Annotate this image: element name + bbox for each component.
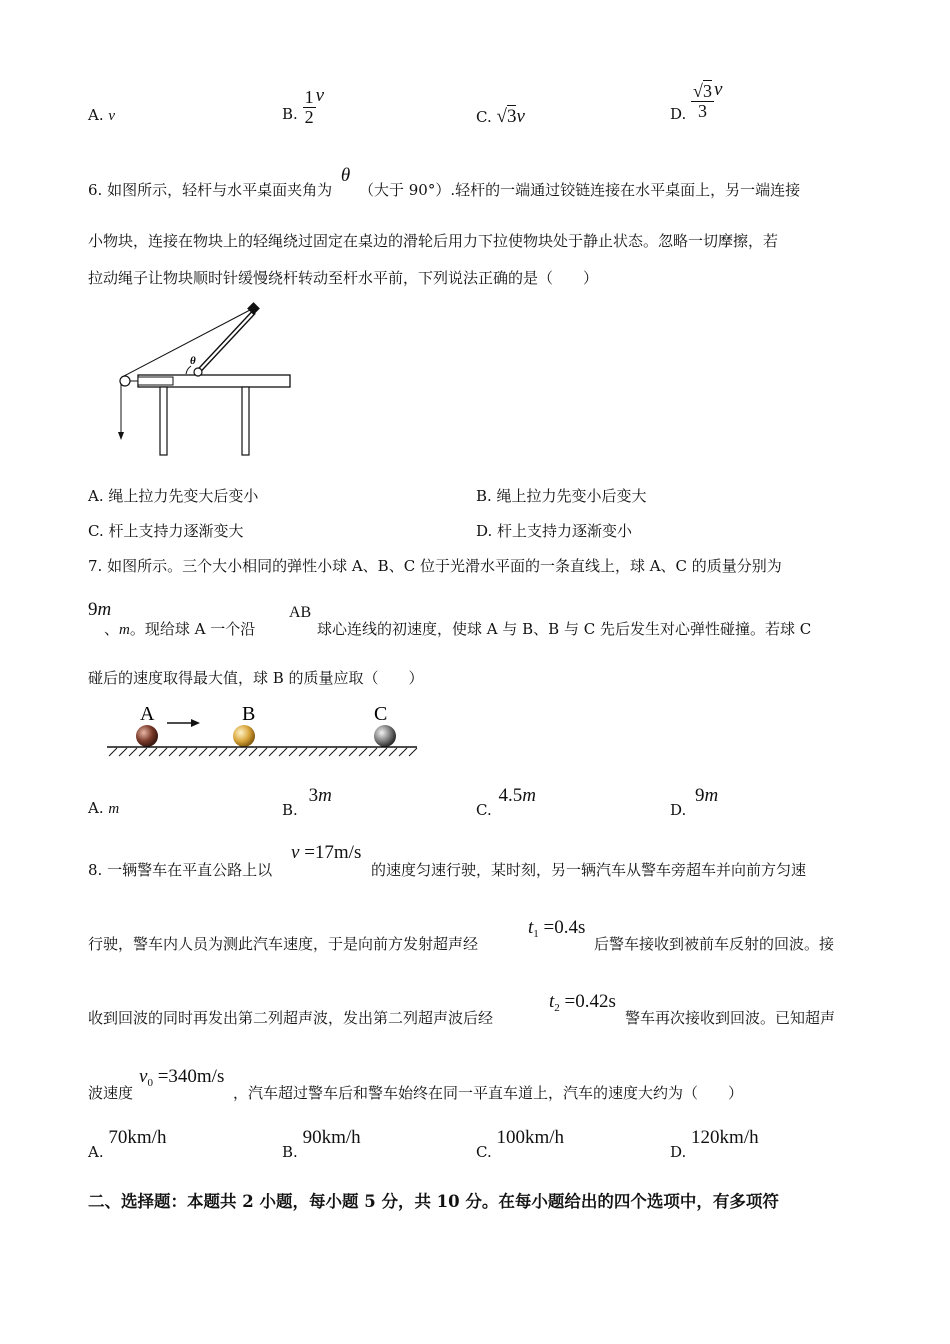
option-label: D. bbox=[670, 1143, 687, 1161]
variable: m bbox=[97, 599, 112, 620]
q8-stem-line-1a: 8. 一辆警车在平直公路上以 bbox=[88, 861, 273, 879]
q5-option-a[interactable] bbox=[88, 106, 115, 125]
figure-theta-label: θ bbox=[190, 355, 196, 367]
coefficient: 4.5 bbox=[498, 785, 523, 806]
q6-option-a[interactable]: A. 绳上拉力先变大后变小 bbox=[88, 487, 259, 505]
q7-option-a[interactable] bbox=[88, 799, 119, 818]
q8-stem-line-3b: 警车再次接收到回波。已知超声 bbox=[625, 1009, 836, 1027]
variable: m bbox=[318, 785, 332, 806]
expression-value: =17m/s bbox=[304, 842, 362, 863]
option-value: 100km/h bbox=[496, 1127, 565, 1148]
q7-stem-line-1: 7. 如图所示。三个大小相同的弹性小球 A、B、C 位于光滑水平面的一条直线上，球 A、C 的质量分别为 bbox=[88, 557, 782, 575]
option-variable: v bbox=[516, 106, 525, 127]
q8-t2-expression bbox=[549, 991, 616, 1014]
option-label: C. bbox=[476, 108, 492, 126]
fraction bbox=[691, 82, 714, 121]
q8-stem-line-4a: 波速度 bbox=[88, 1084, 134, 1102]
ground-hatch bbox=[109, 748, 417, 756]
radicand: 3 bbox=[506, 106, 517, 127]
q8-option-b[interactable] bbox=[282, 1127, 361, 1163]
angle-arc bbox=[186, 366, 191, 374]
option-value: 70km/h bbox=[108, 1127, 167, 1148]
coefficient: 3 bbox=[308, 785, 319, 806]
q8-option-a[interactable] bbox=[88, 1127, 167, 1163]
variable: v bbox=[291, 842, 300, 863]
option-value: m bbox=[108, 801, 120, 817]
option-variable: v bbox=[315, 85, 325, 107]
option-label: B. bbox=[282, 801, 298, 819]
option-label: C. bbox=[476, 1143, 492, 1161]
hinge-block bbox=[138, 377, 173, 385]
option-value: 90km/h bbox=[302, 1127, 361, 1148]
option-label: A. bbox=[88, 799, 104, 817]
stem-text: 。现给球 A 一个沿 bbox=[129, 620, 256, 638]
ab-label bbox=[289, 603, 311, 622]
q6-option-d[interactable]: D. 杆上支持力逐渐变小 bbox=[476, 522, 633, 540]
option-value: v bbox=[108, 108, 116, 124]
coefficient: 9 bbox=[695, 785, 705, 806]
q6-stem-line-1 bbox=[88, 165, 801, 201]
variable: m bbox=[119, 622, 130, 638]
stem-text: 、 bbox=[104, 620, 120, 638]
q8-v-expression bbox=[291, 842, 361, 864]
q8-t1-expression bbox=[528, 917, 585, 940]
small-block bbox=[247, 302, 260, 315]
subscript: 0 bbox=[147, 1077, 153, 1089]
q8-option-d[interactable] bbox=[670, 1127, 759, 1163]
q6-figure-table bbox=[110, 298, 300, 464]
q6-option-c[interactable]: C. 杆上支持力逐渐变大 bbox=[88, 522, 244, 540]
velocity-arrowhead bbox=[191, 719, 200, 727]
q7-option-d[interactable] bbox=[670, 785, 719, 821]
expression-value: =0.42s bbox=[564, 991, 616, 1012]
ab-text: AB bbox=[289, 604, 312, 621]
q7-stem-line-2b bbox=[104, 618, 255, 639]
expression-value: =340m/s bbox=[157, 1066, 225, 1087]
q8-stem-line-2b: 后警车接收到被前车反射的回波。接 bbox=[594, 935, 835, 953]
q6-option-b[interactable]: B. 绳上拉力先变小后变大 bbox=[476, 487, 647, 505]
rope bbox=[124, 310, 250, 376]
variable: v bbox=[139, 1066, 148, 1087]
q8-option-c[interactable] bbox=[476, 1127, 565, 1163]
q7-figure-balls bbox=[105, 698, 420, 760]
option-label: A. bbox=[88, 106, 104, 124]
ball-label-b: B bbox=[242, 703, 256, 725]
variable: t bbox=[549, 991, 555, 1012]
q7-stem-line-3: 碰后的速度取得最大值，球 B 的质量应取（ ） bbox=[88, 669, 424, 687]
option-label: B. bbox=[282, 105, 298, 124]
down-arrow bbox=[118, 432, 124, 440]
denominator: 3 bbox=[697, 100, 707, 121]
ball-label-a: A bbox=[140, 703, 155, 725]
ball-b bbox=[233, 725, 255, 747]
option-value: 120km/h bbox=[691, 1127, 759, 1148]
ball-a bbox=[136, 725, 158, 747]
sqrt-expression: √3v bbox=[496, 106, 525, 127]
option-label: C. bbox=[476, 801, 492, 819]
q7-option-c[interactable] bbox=[476, 785, 536, 821]
q8-v0-expression bbox=[139, 1066, 224, 1089]
option-label: D. bbox=[670, 105, 687, 124]
ball-c bbox=[374, 725, 396, 747]
ball-label-c: C bbox=[374, 703, 388, 725]
option-value bbox=[309, 785, 332, 806]
q8-stem-line-3a: 收到回波的同时再发出第二列超声波，发出第二列超声波后经 bbox=[88, 1009, 494, 1027]
option-variable: v bbox=[713, 79, 723, 101]
option-label: B. bbox=[282, 1143, 298, 1161]
q5-option-d[interactable] bbox=[670, 79, 723, 124]
expression-value: =0.4s bbox=[543, 917, 586, 938]
variable: m bbox=[704, 785, 719, 806]
q6-stem-line-3: 拉动绳子让物块顺时针缓慢绕杆转动至杆水平前，下列说法正确的是（ ） bbox=[88, 269, 599, 287]
numerator: √3 bbox=[693, 81, 712, 101]
option-value bbox=[499, 785, 536, 806]
table-leg-left bbox=[160, 387, 167, 455]
coefficient: 9 bbox=[88, 599, 98, 620]
table-leg-right bbox=[242, 387, 249, 455]
light-rod-inner bbox=[196, 312, 254, 374]
option-label: D. bbox=[670, 801, 687, 819]
q5-option-c[interactable] bbox=[476, 106, 525, 128]
q8-stem-line-1b: 的速度匀速行驶，某时刻，另一辆汽车从警车旁超车并向前方匀速 bbox=[371, 861, 807, 879]
numerator: 1 bbox=[304, 87, 314, 107]
denominator: 2 bbox=[304, 106, 314, 127]
variable: m bbox=[522, 785, 536, 806]
radicand: 3 bbox=[702, 81, 712, 101]
mass-9m bbox=[88, 599, 111, 620]
subscript: 1 bbox=[533, 928, 539, 940]
option-label: A. bbox=[88, 1143, 104, 1161]
q8-stem-line-4b: ，汽车超过警车后和警车始终在同一平直车道上，汽车的速度大约为（ ） bbox=[233, 1084, 744, 1102]
fraction bbox=[303, 88, 316, 127]
section-2-heading: 二、选择题：本题共 2 小题，每小题 5 分，共 10 分。在每小题给出的四个选项中，有多项符 bbox=[88, 1192, 779, 1211]
stem-text: （大于 90°）.轻杆的一端通过铰链连接在水平桌面上，另一端连接 bbox=[359, 181, 801, 199]
theta-symbol: θ bbox=[340, 165, 351, 186]
hinge bbox=[194, 368, 202, 376]
q7-option-b[interactable] bbox=[282, 785, 332, 821]
subscript: 2 bbox=[554, 1002, 560, 1014]
q7-stem-line-2c: 球心连线的初速度，使球 A 与 B、B 与 C 先后发生对心弹性碰撞。若球 C bbox=[317, 620, 812, 638]
q5-option-b[interactable] bbox=[282, 85, 325, 127]
variable: t bbox=[528, 917, 534, 938]
q6-stem-line-2: 小物块，连接在物块上的轻绳绕过固定在桌边的滑轮后用力下拉使物块处于静止状态。忽略一切摩擦，若 bbox=[88, 232, 779, 250]
option-value bbox=[695, 785, 718, 806]
q8-stem-line-2a: 行驶，警车内人员为测此汽车速度，于是向前方发射超声经 bbox=[88, 935, 479, 953]
stem-text: 6. 如图所示，轻杆与水平桌面夹角为 bbox=[88, 181, 333, 199]
